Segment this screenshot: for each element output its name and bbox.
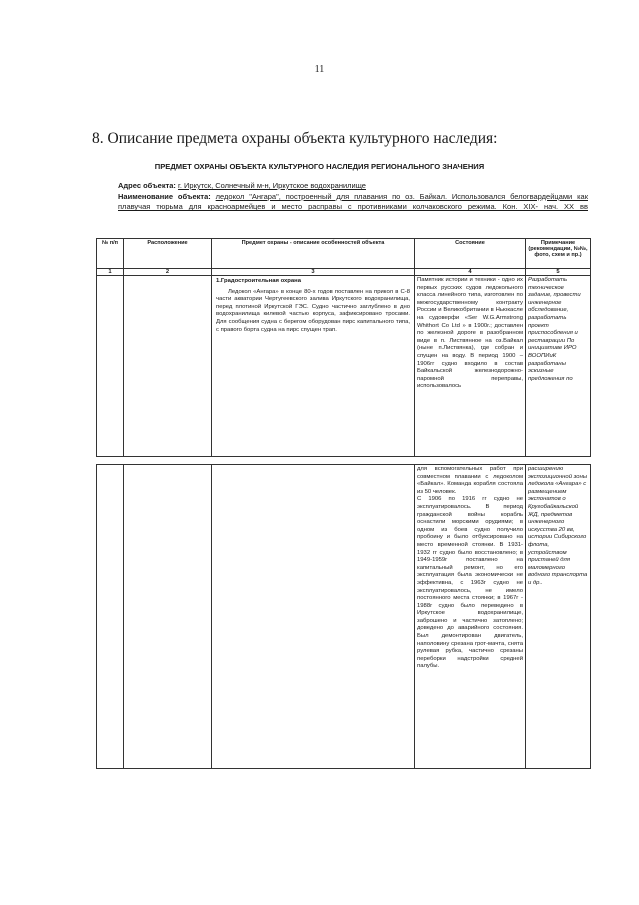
note-text: Разработать техническое задание, провести инженерное обследование, разработать проект приспособления и реставрации По инициативе ИРО ВООПИиК разработаны эскизные предложения по xyxy=(528,277,581,382)
subtitle: ПРЕДМЕТ ОХРАНЫ ОБЪЕКТА КУЛЬТУРНОГО НАСЛЕДИЯ РЕГИОНАЛЬНОГО ЗНАЧЕНИЯ xyxy=(154,162,485,171)
header-note: Примечание (рекомендации, №№, фото, схем и пр.) xyxy=(526,239,591,269)
table-row xyxy=(97,276,591,457)
page-number: 11 xyxy=(314,64,325,75)
cell-note xyxy=(526,465,591,769)
column-number: 2 xyxy=(124,269,212,276)
column-number: 3 xyxy=(212,269,415,276)
header-location: Расположение xyxy=(124,239,212,269)
column-number-row xyxy=(97,269,591,276)
column-number: 1 xyxy=(97,269,124,276)
cell-number xyxy=(97,276,124,457)
protection-table-continued xyxy=(96,464,591,769)
cell-state xyxy=(415,276,526,457)
table-row xyxy=(97,465,591,769)
state-paragraph: С 1906 по 1916 гг судно не эксплуатировалось. В период гражданской войны корабль оснастили морскими орудиями; в одном из боев судно получило пробоину и было отбуксировано на место временной стоянки. В 1931-1932 гг судно было восстановлено; в 1949-1959г поставлено на капитальный ремонт, но его эксплуатация была экономически не эффективна, с 1963г судно не эксплуатировалось, не имело постоянного места стоянки; в 1967г - 1988г судно было переведено в Иркутское водохранилище, заброшено и частично затоплено; доведено до аварийного состояния. Был демонтирован двигатель, наполовину срезана грот-мачта, снята рулевая рубка, частично срезаны переборки надстройки средней палубы. xyxy=(417,496,523,670)
section-title: 1.Градостроительная охрана xyxy=(216,278,302,284)
cell-location xyxy=(124,465,212,769)
cell-location xyxy=(124,276,212,457)
column-number: 4 xyxy=(415,269,526,276)
name-line xyxy=(118,192,588,213)
subject-description: Ледокол «Ангара» в конце 80-х годов поставлен на прикол в С-8 части акватории Чертугеевского залива Иркутского водохранилища, перед плотиной Иркутской ГЭС. Судно частично заглублено в дно водохранилища килевой частью корпуса, зафиксировано тросами. Для сообщения судна с берегом оборудован пирс капитального типа, с правого борта судна на пирс спущен трап. xyxy=(216,288,410,333)
column-number: 5 xyxy=(526,269,591,276)
table-header-row xyxy=(97,239,591,269)
state-paragraph: для вспомогательных работ при совместном плавании с ледоколом «Байкал». Команда корабля состояла из 50 человек. xyxy=(417,466,523,495)
name-label: Наименование объекта: xyxy=(118,191,211,201)
cell-subject xyxy=(212,465,415,769)
name-value: ледокол "Ангара", построенный для плавания по оз. Байкал. Использовался белогвардейцами как плавучая тюрьма для красноармейцев и место расправы с противниками колчаковского режима. Кон. XIX- нач. XX вв xyxy=(118,191,588,212)
header-number: № п/п xyxy=(97,239,124,269)
address-line xyxy=(118,181,588,192)
address-value: г. Иркутск, Солнечный м-н, Иркутское водохранилище xyxy=(178,181,366,190)
note-paragraph: расширению экспозиционной зоны ледокола «Ангара» с размещением экспонатов о Кругобайкальской ЖД, предметов инженерного искусства 20 вв, истории Сибирского флота, устройством пристаней для маломерного водного транспорта и др.. xyxy=(528,466,588,586)
object-info xyxy=(118,181,588,213)
header-state: Состояние xyxy=(415,239,526,269)
cell-number xyxy=(97,465,124,769)
cell-subject xyxy=(212,276,415,457)
protection-table xyxy=(96,238,591,457)
address-label: Адрес объекта: xyxy=(118,181,176,190)
state-text: Памятник истории и техники - одно их первых русских судов ледокольного класса линейного типа, изготовлен по межгосударственному контракту России и Великобритании в Ньюкасле на судоверфи «Ser W.G.Armstrong Whithort Co Ltd » в 1900г.; доставлен по железной дороге в разобранном виде в п. Листвянное на оз.Байкал (ныне п.Листвянка), где собран и спущен на воду. В период 1900 – 1906гг судно входило в состав Байкальской железнодорожно-паромной переправы, использовалось xyxy=(417,277,523,390)
header-subject: Предмет охраны - описание особенностей объекта xyxy=(212,239,415,269)
section-heading: 8. Описание предмета охраны объекта культурного наследия: xyxy=(92,130,498,147)
cell-note xyxy=(526,276,591,457)
cell-state xyxy=(415,465,526,769)
